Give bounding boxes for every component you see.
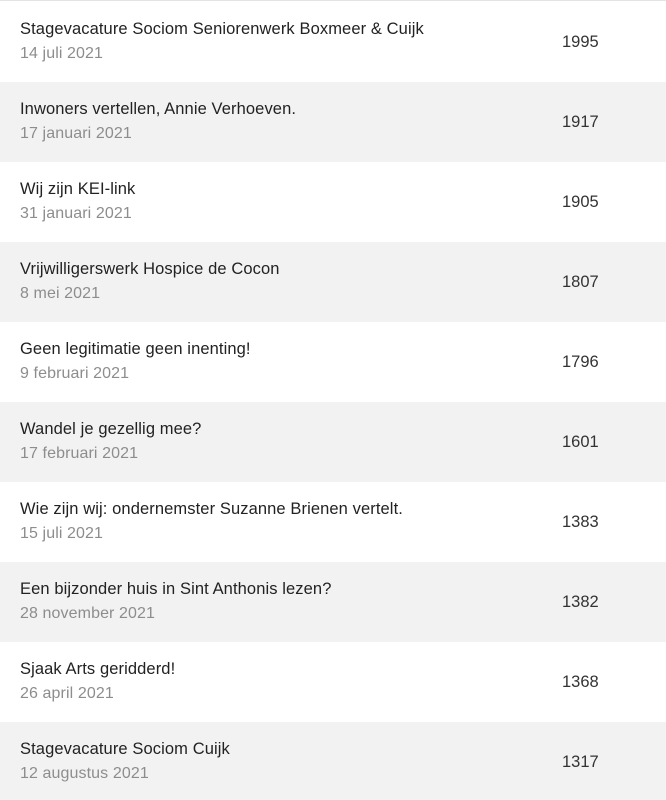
row-date: 8 mei 2021 — [20, 285, 101, 303]
row-date: 28 november 2021 — [20, 605, 156, 623]
row-title[interactable]: Een bijzonder huis in Sint Anthonis lezen? — [20, 579, 332, 598]
row-count: 1317 — [562, 752, 599, 771]
row-date: 9 februari 2021 — [20, 365, 130, 383]
row-title[interactable]: Sjaak Arts geridderd! — [20, 659, 176, 678]
row-main — [20, 499, 556, 545]
row-main — [20, 419, 556, 465]
table-row[interactable] — [0, 482, 666, 562]
row-main — [20, 179, 556, 225]
row-count: 1368 — [562, 672, 599, 691]
row-date: 12 augustus 2021 — [20, 765, 149, 783]
row-title[interactable]: Wie zijn wij: ondernemster Suzanne Brienen vertelt. — [20, 499, 403, 518]
row-main — [20, 579, 556, 625]
table-row[interactable] — [0, 2, 666, 82]
row-count: 1807 — [562, 272, 599, 291]
row-date: 26 april 2021 — [20, 685, 114, 703]
table-row[interactable] — [0, 82, 666, 162]
row-title[interactable]: Stagevacature Sociom Seniorenwerk Boxmeer & Cuijk — [20, 19, 424, 38]
row-main — [20, 99, 556, 145]
row-count: 1601 — [562, 432, 599, 451]
row-title[interactable]: Wandel je gezellig mee? — [20, 419, 202, 438]
table-row[interactable] — [0, 162, 666, 242]
row-main — [20, 19, 556, 65]
row-count: 1905 — [562, 192, 599, 211]
article-list — [0, 2, 666, 800]
table-row[interactable] — [0, 242, 666, 322]
row-main — [20, 259, 556, 305]
row-title[interactable]: Geen legitimatie geen inenting! — [20, 339, 251, 358]
table-row[interactable] — [0, 642, 666, 722]
row-main — [20, 659, 556, 705]
row-main — [20, 339, 556, 385]
row-date: 17 januari 2021 — [20, 125, 132, 143]
row-main — [20, 739, 556, 785]
row-count: 1995 — [562, 32, 599, 51]
row-title[interactable]: Inwoners vertellen, Annie Verhoeven. — [20, 99, 297, 118]
row-date: 15 juli 2021 — [20, 525, 104, 543]
row-date: 17 februari 2021 — [20, 445, 139, 463]
row-date: 14 juli 2021 — [20, 45, 104, 63]
table-row[interactable] — [0, 722, 666, 800]
row-title[interactable]: Wij zijn KEI-link — [20, 179, 136, 198]
row-count: 1796 — [562, 352, 599, 371]
row-title[interactable]: Stagevacature Sociom Cuijk — [20, 739, 230, 758]
table-row[interactable] — [0, 402, 666, 482]
table-row[interactable] — [0, 562, 666, 642]
table-row[interactable] — [0, 322, 666, 402]
row-title[interactable]: Vrijwilligerswerk Hospice de Cocon — [20, 259, 280, 278]
row-count: 1917 — [562, 112, 599, 131]
row-count: 1382 — [562, 592, 599, 611]
row-date: 31 januari 2021 — [20, 205, 132, 223]
row-count: 1383 — [562, 512, 599, 531]
